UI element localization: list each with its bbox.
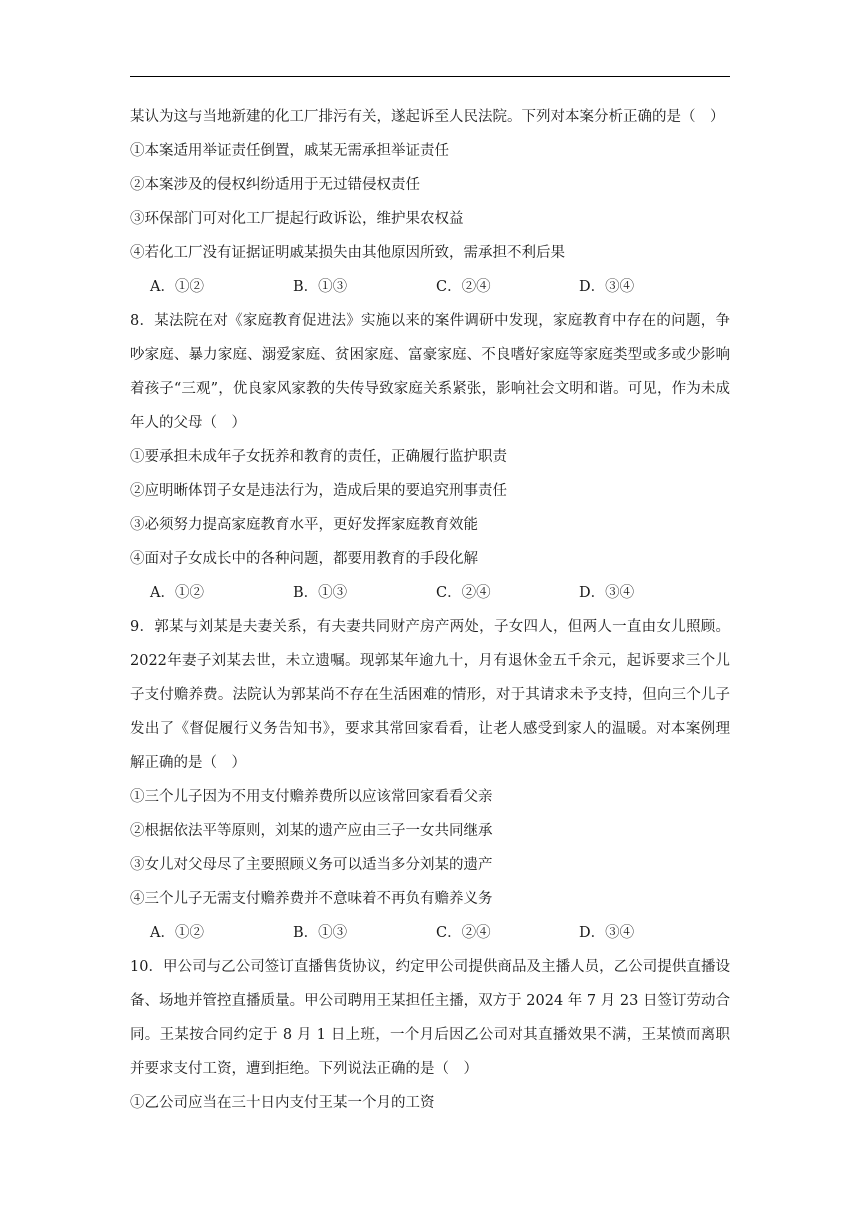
question-8-item-3: ③必须努力提高家庭教育水平，更好发挥家庭教育效能 [130, 517, 478, 533]
question-9-option-d: D．③④ [579, 925, 635, 941]
question-8-option-b: B．①③ [293, 585, 348, 601]
question-9-stem: 9．郭某与刘某是夫妻关系，有夫妻共同财产房产两处，子女四人，但两人一直由女儿照顾。2022年妻子刘某去世，未立遗嘱。现郭某年逾九十，月有退休金五千余元，起诉要求三个儿子支付赡养费。法院认为郭某尚不存在生活困难的情形，对于其请求未予支持，但向三个儿子发出了《督促履行义务告知书》，要求其常回家看看，让老人感受到家人的温暖。对本案例理解正确的是（ ） [130, 619, 730, 771]
question-7-item-3: ③环保部门可对化工厂提起行政诉讼，维护果农权益 [130, 211, 464, 227]
question-9-item-1: ①三个儿子因为不用支付赡养费所以应该常回家看看父亲 [130, 789, 493, 805]
question-7-options [130, 270, 730, 304]
question-8-item-1: ①要承担未成年子女抚养和教育的责任，正确履行监护职责 [130, 449, 507, 465]
question-9 [130, 610, 730, 950]
page-content [130, 100, 730, 1120]
question-9-option-a: A．①② [150, 925, 204, 941]
question-7-item-2: ②本案涉及的侵权纠纷适用于无过错侵权责任 [130, 177, 420, 193]
question-7-option-a: A．①② [150, 279, 204, 295]
question-9-options [130, 916, 730, 950]
question-9-item-3: ③女儿对父母尽了主要照顾义务可以适当多分刘某的遗产 [130, 857, 493, 873]
question-8-options [130, 576, 730, 610]
question-8-stem: 8．某法院在对《家庭教育促进法》实施以来的案件调研中发现，家庭教育中存在的问题，争吵家庭、暴力家庭、溺爱家庭、贫困家庭、富豪家庭、不良嗜好家庭等家庭类型或多或少影响着孩子“三观”，优良家风家教的失传导致家庭关系紧张，影响社会文明和谐。可见，作为未成年人的父母（ ） [130, 313, 730, 431]
question-10-item-1: ①乙公司应当在三十日内支付王某一个月的工资 [130, 1095, 435, 1111]
question-7-item-4: ④若化工厂没有证据证明戚某损失由其他原因所致，需承担不利后果 [130, 245, 565, 261]
question-8 [130, 304, 730, 610]
question-8-option-c: C．②④ [436, 585, 491, 601]
question-9-item-4: ④三个儿子无需支付赡养费并不意味着不再负有赡养义务 [130, 891, 493, 907]
question-7-stem-continuation: 某认为这与当地新建的化工厂排污有关，遂起诉至人民法院。下列对本案分析正确的是（ ） [130, 109, 725, 125]
question-7-option-b: B．①③ [293, 279, 348, 295]
question-9-option-c: C．②④ [436, 925, 491, 941]
question-9-item-2: ②根据依法平等原则，刘某的遗产应由三子一女共同继承 [130, 823, 493, 839]
question-7-item-1: ①本案适用举证责任倒置，戚某无需承担举证责任 [130, 143, 449, 159]
question-8-item-2: ②应明晰体罚子女是违法行为，造成后果的要追究刑事责任 [130, 483, 507, 499]
question-7-option-c: C．②④ [436, 279, 491, 295]
header-rule [130, 76, 730, 77]
question-8-item-4: ④面对子女成长中的各种问题，都要用教育的手段化解 [130, 551, 478, 567]
question-8-option-d: D．③④ [579, 585, 635, 601]
question-8-option-a: A．①② [150, 585, 204, 601]
question-9-option-b: B．①③ [293, 925, 348, 941]
question-10-stem: 10．甲公司与乙公司签订直播售货协议，约定甲公司提供商品及主播人员，乙公司提供直播设备、场地并管控直播质量。甲公司聘用王某担任主播，双方于 2024 年 7 月 23 日签订劳动合同。王某按合同约定于 8 月 1 日上班，一个月后因乙公司对其直播效果不满，王某愤而离职并要求支付工资，遭到拒绝。下列说法正确的是（ ） [130, 959, 730, 1077]
question-10 [130, 950, 730, 1120]
question-7-option-d: D．③④ [579, 279, 635, 295]
question-7 [130, 100, 730, 304]
